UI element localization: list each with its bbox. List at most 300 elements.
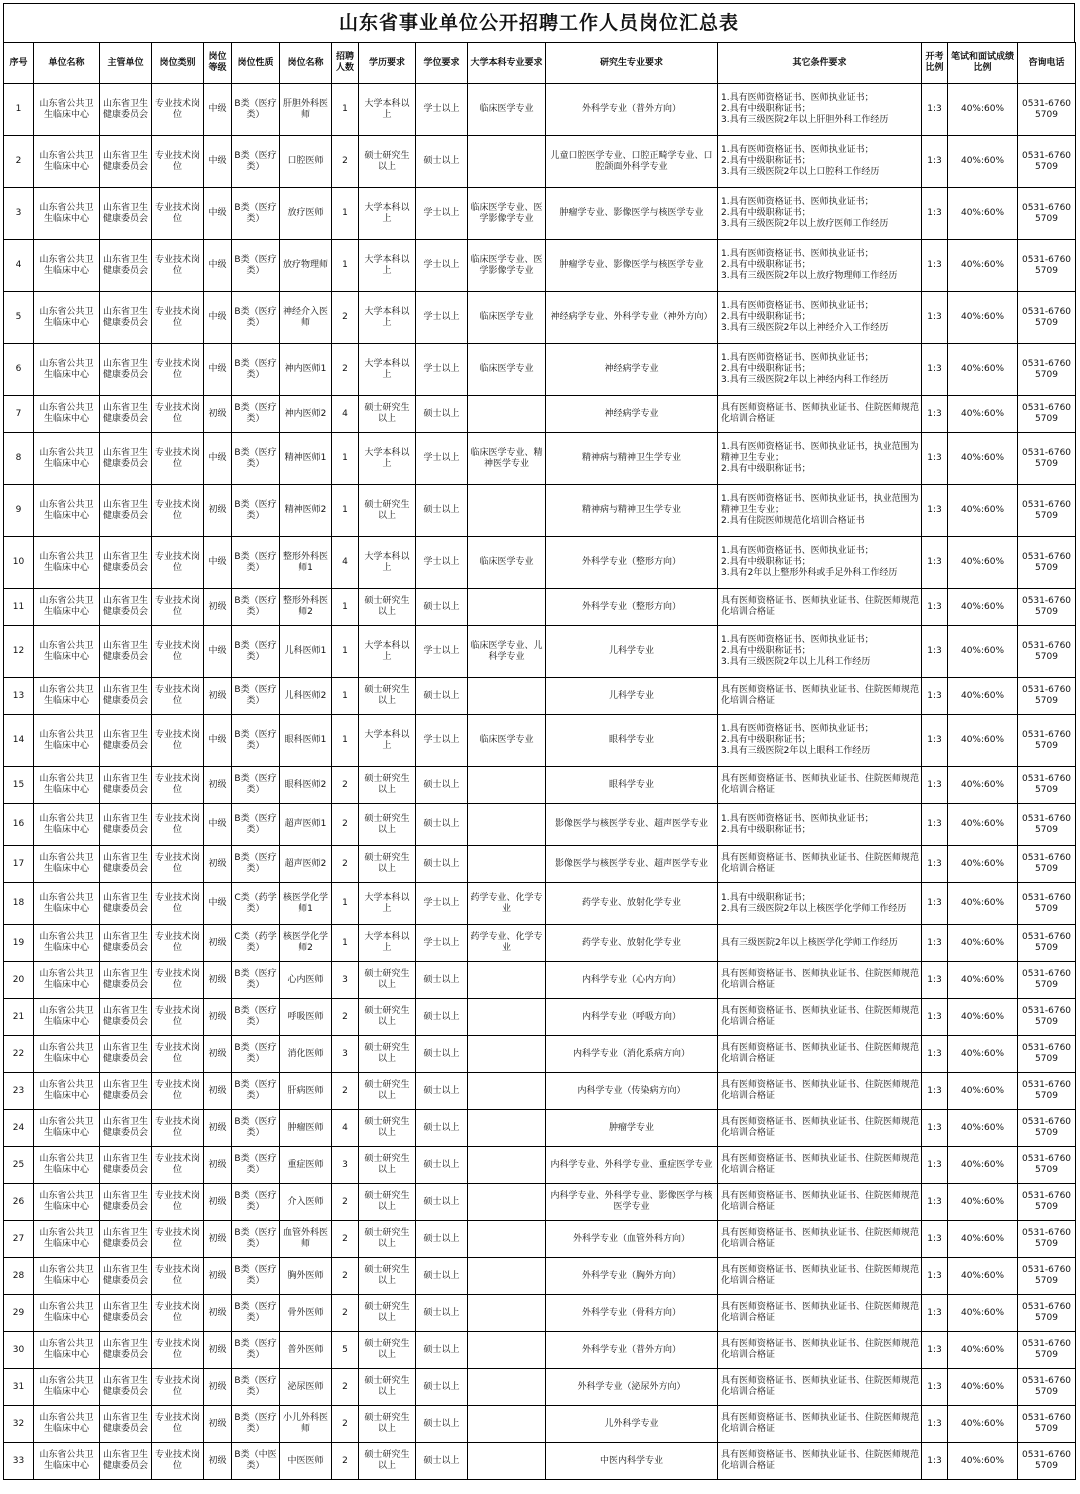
cell-ratio: 1:3 [922,962,948,999]
table-row [4,999,1076,1036]
cell-other: 具有医师资格证书、医师执业证书、住院医师规范化培训合格证 [718,1110,922,1147]
cell-no: 26 [4,1184,34,1221]
cell-post: 眼科医师2 [280,767,332,804]
cell-supervisor: 山东省卫生健康委员会 [100,1332,152,1369]
cell-count: 2 [332,1221,359,1258]
cell-edu: 硕士研究生以上 [359,589,416,626]
cell-weights: 40%:60% [948,84,1018,136]
column-header: 学位要求 [416,43,468,84]
cell-weights: 40%:60% [948,396,1018,433]
cell-pg: 外科学专业（整形方向） [546,537,718,589]
cell-nature: B类（医疗类） [232,1073,280,1110]
cell-nature: B类（医疗类） [232,1295,280,1332]
cell-category: 专业技术岗位 [152,1332,204,1369]
cell-category: 专业技术岗位 [152,962,204,999]
cell-supervisor: 山东省卫生健康委员会 [100,188,152,240]
cell-supervisor: 山东省卫生健康委员会 [100,925,152,962]
cell-weights: 40%:60% [948,485,1018,537]
cell-nature: B类（医疗类） [232,292,280,344]
cell-other: 具有医师资格证书、医师执业证书、住院医师规范化培训合格证 [718,1443,922,1480]
cell-category: 专业技术岗位 [152,1295,204,1332]
cell-post: 口腔医师 [280,136,332,188]
cell-ug [468,1073,546,1110]
cell-supervisor: 山东省卫生健康委员会 [100,1258,152,1295]
cell-post: 整形外科医师1 [280,537,332,589]
cell-no: 25 [4,1147,34,1184]
cell-category: 专业技术岗位 [152,292,204,344]
positions-table [3,42,1076,1480]
cell-count: 2 [332,767,359,804]
cell-degree: 硕士以上 [416,999,468,1036]
table-row [4,1147,1076,1184]
cell-degree: 硕士以上 [416,767,468,804]
cell-weights: 40%:60% [948,804,1018,846]
cell-unit: 山东省公共卫生临床中心 [34,292,100,344]
cell-degree: 硕士以上 [416,1443,468,1480]
table-row [4,1184,1076,1221]
cell-phone: 0531-67605709 [1018,136,1076,188]
cell-count: 3 [332,1036,359,1073]
cell-level: 初级 [204,1036,232,1073]
header-row [4,43,1076,84]
cell-unit: 山东省公共卫生临床中心 [34,537,100,589]
cell-supervisor: 山东省卫生健康委员会 [100,485,152,537]
cell-pg: 影像医学与核医学专业、超声医学专业 [546,804,718,846]
cell-phone: 0531-67605709 [1018,626,1076,678]
cell-unit: 山东省公共卫生临床中心 [34,846,100,883]
cell-edu: 大学本科以上 [359,84,416,136]
cell-other: 具有医师资格证书、医师执业证书、住院医师规范化培训合格证 [718,1369,922,1406]
cell-edu: 硕士研究生以上 [359,1332,416,1369]
cell-ug: 临床医学专业 [468,537,546,589]
cell-ug [468,136,546,188]
cell-no: 28 [4,1258,34,1295]
cell-nature: B类（医疗类） [232,1036,280,1073]
cell-degree: 学士以上 [416,292,468,344]
cell-degree: 硕士以上 [416,1110,468,1147]
cell-post: 神内医师2 [280,396,332,433]
cell-category: 专业技术岗位 [152,537,204,589]
cell-unit: 山东省公共卫生临床中心 [34,433,100,485]
cell-phone: 0531-67605709 [1018,1332,1076,1369]
cell-degree: 硕士以上 [416,1184,468,1221]
cell-ug [468,804,546,846]
cell-weights: 40%:60% [948,1369,1018,1406]
cell-level: 中级 [204,626,232,678]
cell-nature: B类（医疗类） [232,84,280,136]
cell-other: 具有医师资格证书、医师执业证书、住院医师规范化培训合格证 [718,1332,922,1369]
cell-ug: 临床医学专业、医学影像学专业 [468,240,546,292]
cell-level: 初级 [204,1369,232,1406]
cell-post: 核医学化学师2 [280,925,332,962]
column-header: 单位名称 [34,43,100,84]
cell-edu: 大学本科以上 [359,433,416,485]
cell-no: 23 [4,1073,34,1110]
cell-degree: 学士以上 [416,188,468,240]
cell-phone: 0531-67605709 [1018,846,1076,883]
cell-level: 初级 [204,678,232,715]
cell-edu: 大学本科以上 [359,925,416,962]
cell-supervisor: 山东省卫生健康委员会 [100,999,152,1036]
cell-phone: 0531-67605709 [1018,1184,1076,1221]
cell-supervisor: 山东省卫生健康委员会 [100,678,152,715]
cell-unit: 山东省公共卫生临床中心 [34,1073,100,1110]
cell-no: 7 [4,396,34,433]
cell-category: 专业技术岗位 [152,136,204,188]
cell-unit: 山东省公共卫生临床中心 [34,883,100,925]
cell-post: 心内医师 [280,962,332,999]
column-header: 岗位名称 [280,43,332,84]
cell-edu: 硕士研究生以上 [359,485,416,537]
cell-pg: 内科学专业、外科学专业、重症医学专业 [546,1147,718,1184]
cell-phone: 0531-67605709 [1018,292,1076,344]
cell-pg: 内科学专业（呼吸方向） [546,999,718,1036]
cell-nature: B类（医疗类） [232,626,280,678]
column-header: 大学本科专业要求 [468,43,546,84]
cell-pg: 外科学专业（泌尿外方向） [546,1369,718,1406]
cell-pg: 内科学专业（传染病方向） [546,1073,718,1110]
cell-nature: B类（医疗类） [232,1332,280,1369]
cell-post: 泌尿医师 [280,1369,332,1406]
cell-ratio: 1:3 [922,344,948,396]
cell-level: 初级 [204,767,232,804]
cell-other: 具有三级医院2年以上核医学化学师工作经历 [718,925,922,962]
cell-no: 21 [4,999,34,1036]
cell-count: 5 [332,1332,359,1369]
cell-edu: 硕士研究生以上 [359,136,416,188]
cell-category: 专业技术岗位 [152,485,204,537]
cell-ug [468,1295,546,1332]
cell-phone: 0531-67605709 [1018,1110,1076,1147]
cell-nature: B类（医疗类） [232,344,280,396]
cell-phone: 0531-67605709 [1018,485,1076,537]
cell-category: 专业技术岗位 [152,767,204,804]
cell-no: 15 [4,767,34,804]
cell-weights: 40%:60% [948,188,1018,240]
cell-other: 1.具有医师资格证书、医师执业证书； 2.具有中级职称证书； 3.具有三级医院2年以上神经介入工作经历 [718,292,922,344]
cell-supervisor: 山东省卫生健康委员会 [100,84,152,136]
cell-other: 具有医师资格证书、医师执业证书、住院医师规范化培训合格证 [718,1147,922,1184]
cell-post: 整形外科医师2 [280,589,332,626]
table-row [4,846,1076,883]
cell-level: 初级 [204,925,232,962]
cell-ug [468,962,546,999]
cell-unit: 山东省公共卫生临床中心 [34,1221,100,1258]
cell-unit: 山东省公共卫生临床中心 [34,240,100,292]
column-header: 招聘人数 [332,43,359,84]
cell-phone: 0531-67605709 [1018,84,1076,136]
cell-ug [468,1110,546,1147]
cell-unit: 山东省公共卫生临床中心 [34,344,100,396]
cell-other: 1.具有医师资格证书、医师执业证书； 2.具有中级职称证书； 3.具有2年以上整形外科或手足外科工作经历 [718,537,922,589]
cell-other: 1.具有医师资格证书、医师执业证书； 2.具有中级职称证书； 3.具有三级医院2年以上眼科工作经历 [718,715,922,767]
cell-post: 普外医师 [280,1332,332,1369]
cell-unit: 山东省公共卫生临床中心 [34,1147,100,1184]
cell-ratio: 1:3 [922,846,948,883]
column-header: 序号 [4,43,34,84]
cell-ratio: 1:3 [922,485,948,537]
cell-ratio: 1:3 [922,188,948,240]
cell-unit: 山东省公共卫生临床中心 [34,1184,100,1221]
cell-ratio: 1:3 [922,1258,948,1295]
cell-degree: 硕士以上 [416,1332,468,1369]
cell-ratio: 1:3 [922,804,948,846]
cell-phone: 0531-67605709 [1018,344,1076,396]
cell-category: 专业技术岗位 [152,344,204,396]
cell-supervisor: 山东省卫生健康委员会 [100,344,152,396]
cell-ratio: 1:3 [922,767,948,804]
cell-weights: 40%:60% [948,999,1018,1036]
cell-post: 神内医师1 [280,344,332,396]
cell-count: 1 [332,883,359,925]
cell-no: 19 [4,925,34,962]
cell-weights: 40%:60% [948,846,1018,883]
cell-unit: 山东省公共卫生临床中心 [34,485,100,537]
cell-phone: 0531-67605709 [1018,962,1076,999]
cell-ug [468,1443,546,1480]
cell-category: 专业技术岗位 [152,1443,204,1480]
cell-category: 专业技术岗位 [152,715,204,767]
cell-phone: 0531-67605709 [1018,240,1076,292]
cell-no: 9 [4,485,34,537]
cell-no: 1 [4,84,34,136]
cell-weights: 40%:60% [948,1073,1018,1110]
cell-level: 中级 [204,804,232,846]
cell-category: 专业技术岗位 [152,589,204,626]
cell-nature: B类（医疗类） [232,1406,280,1443]
cell-nature: B类（医疗类） [232,1369,280,1406]
cell-pg: 肿瘤学专业 [546,1110,718,1147]
cell-pg: 外科学专业（血管外科方向） [546,1221,718,1258]
cell-unit: 山东省公共卫生临床中心 [34,1406,100,1443]
cell-weights: 40%:60% [948,1110,1018,1147]
cell-degree: 学士以上 [416,883,468,925]
cell-ug [468,396,546,433]
cell-ratio: 1:3 [922,396,948,433]
cell-ug [468,1036,546,1073]
cell-weights: 40%:60% [948,925,1018,962]
cell-no: 12 [4,626,34,678]
cell-nature: B类（医疗类） [232,589,280,626]
cell-phone: 0531-67605709 [1018,188,1076,240]
cell-count: 4 [332,396,359,433]
cell-category: 专业技术岗位 [152,678,204,715]
cell-count: 1 [332,626,359,678]
cell-unit: 山东省公共卫生临床中心 [34,1443,100,1480]
cell-count: 2 [332,1184,359,1221]
cell-edu: 硕士研究生以上 [359,1110,416,1147]
cell-pg: 外科学专业（骨科方向） [546,1295,718,1332]
cell-other: 具有医师资格证书、医师执业证书、住院医师规范化培训合格证 [718,846,922,883]
cell-nature: B类（医疗类） [232,537,280,589]
cell-other: 具有医师资格证书、医师执业证书、住院医师规范化培训合格证 [718,767,922,804]
cell-nature: B类（医疗类） [232,1221,280,1258]
cell-pg: 影像医学与核医学专业、超声医学专业 [546,846,718,883]
cell-ug: 临床医学专业、医学影像学专业 [468,188,546,240]
cell-phone: 0531-67605709 [1018,1036,1076,1073]
cell-ratio: 1:3 [922,1073,948,1110]
cell-category: 专业技术岗位 [152,999,204,1036]
cell-other: 1.具有医师资格证书、医师执业证书，执业范围为精神卫生专业； 2.具有中级职称证书； [718,433,922,485]
cell-edu: 大学本科以上 [359,715,416,767]
table-row [4,1036,1076,1073]
cell-level: 中级 [204,84,232,136]
table-row [4,1406,1076,1443]
cell-other: 具有医师资格证书、医师执业证书、住院医师规范化培训合格证 [718,962,922,999]
cell-ug [468,1332,546,1369]
cell-ug: 药学专业、化学专业 [468,883,546,925]
cell-pg: 肿瘤学专业、影像医学与核医学专业 [546,240,718,292]
cell-nature: C类（药学类） [232,883,280,925]
cell-pg: 神经病学专业 [546,396,718,433]
column-header: 笔试和面试成绩比例 [948,43,1018,84]
cell-count: 3 [332,962,359,999]
cell-phone: 0531-67605709 [1018,1443,1076,1480]
cell-nature: B类（医疗类） [232,767,280,804]
cell-weights: 40%:60% [948,589,1018,626]
cell-other: 1.具有医师资格证书、医师执业证书； 2.具有中级职称证书； 3.具有三级医院2年以上儿科工作经历 [718,626,922,678]
cell-ratio: 1:3 [922,1295,948,1332]
cell-edu: 硕士研究生以上 [359,1258,416,1295]
cell-post: 骨外医师 [280,1295,332,1332]
cell-category: 专业技术岗位 [152,188,204,240]
cell-edu: 硕士研究生以上 [359,1221,416,1258]
cell-post: 肿瘤医师 [280,1110,332,1147]
cell-no: 17 [4,846,34,883]
cell-phone: 0531-67605709 [1018,715,1076,767]
cell-post: 血管外科医师 [280,1221,332,1258]
cell-count: 2 [332,1073,359,1110]
cell-ug [468,1406,546,1443]
cell-supervisor: 山东省卫生健康委员会 [100,240,152,292]
cell-ratio: 1:3 [922,1147,948,1184]
cell-supervisor: 山东省卫生健康委员会 [100,136,152,188]
cell-level: 初级 [204,1406,232,1443]
cell-unit: 山东省公共卫生临床中心 [34,767,100,804]
cell-ratio: 1:3 [922,626,948,678]
cell-nature: B类（医疗类） [232,485,280,537]
table-row [4,1073,1076,1110]
cell-phone: 0531-67605709 [1018,1221,1076,1258]
cell-no: 32 [4,1406,34,1443]
table-row [4,240,1076,292]
cell-level: 初级 [204,999,232,1036]
cell-supervisor: 山东省卫生健康委员会 [100,537,152,589]
cell-other: 具有医师资格证书、医师执业证书、住院医师规范化培训合格证 [718,1258,922,1295]
cell-weights: 40%:60% [948,1406,1018,1443]
cell-degree: 学士以上 [416,537,468,589]
cell-weights: 40%:60% [948,344,1018,396]
cell-weights: 40%:60% [948,678,1018,715]
cell-no: 18 [4,883,34,925]
cell-edu: 大学本科以上 [359,240,416,292]
cell-pg: 儿科学专业 [546,626,718,678]
cell-category: 专业技术岗位 [152,1147,204,1184]
cell-phone: 0531-67605709 [1018,999,1076,1036]
column-header: 其它条件要求 [718,43,922,84]
cell-level: 初级 [204,1332,232,1369]
cell-count: 2 [332,1295,359,1332]
cell-supervisor: 山东省卫生健康委员会 [100,715,152,767]
cell-other: 具有医师资格证书、医师执业证书、住院医师规范化培训合格证 [718,1036,922,1073]
cell-degree: 学士以上 [416,715,468,767]
cell-ratio: 1:3 [922,240,948,292]
table-row [4,1258,1076,1295]
cell-count: 1 [332,84,359,136]
cell-ratio: 1:3 [922,999,948,1036]
cell-count: 2 [332,999,359,1036]
cell-post: 超声医师1 [280,804,332,846]
cell-pg: 儿外科学专业 [546,1406,718,1443]
cell-category: 专业技术岗位 [152,925,204,962]
cell-ug [468,1221,546,1258]
cell-count: 3 [332,1147,359,1184]
cell-degree: 硕士以上 [416,962,468,999]
cell-ug [468,1369,546,1406]
cell-no: 14 [4,715,34,767]
cell-no: 24 [4,1110,34,1147]
cell-category: 专业技术岗位 [152,396,204,433]
cell-supervisor: 山东省卫生健康委员会 [100,1110,152,1147]
cell-unit: 山东省公共卫生临床中心 [34,188,100,240]
cell-post: 肝胆外科医师 [280,84,332,136]
cell-supervisor: 山东省卫生健康委员会 [100,1036,152,1073]
cell-edu: 硕士研究生以上 [359,962,416,999]
cell-degree: 硕士以上 [416,1221,468,1258]
cell-count: 1 [332,433,359,485]
table-body [4,84,1076,1480]
cell-post: 消化医师 [280,1036,332,1073]
cell-post: 精神医师2 [280,485,332,537]
cell-category: 专业技术岗位 [152,846,204,883]
cell-level: 中级 [204,537,232,589]
cell-category: 专业技术岗位 [152,1036,204,1073]
cell-nature: B类（医疗类） [232,396,280,433]
cell-weights: 40%:60% [948,1184,1018,1221]
cell-category: 专业技术岗位 [152,1221,204,1258]
cell-edu: 硕士研究生以上 [359,1369,416,1406]
table-row [4,1332,1076,1369]
cell-other: 1.具有医师资格证书、医师执业证书，执业范围为精神卫生专业； 2.具有住院医师规范化培训合格证书 [718,485,922,537]
cell-weights: 40%:60% [948,240,1018,292]
cell-phone: 0531-67605709 [1018,804,1076,846]
cell-post: 介入医师 [280,1184,332,1221]
cell-unit: 山东省公共卫生临床中心 [34,396,100,433]
cell-level: 初级 [204,396,232,433]
cell-ratio: 1:3 [922,883,948,925]
cell-level: 中级 [204,240,232,292]
cell-no: 20 [4,962,34,999]
cell-no: 10 [4,537,34,589]
cell-phone: 0531-67605709 [1018,1295,1076,1332]
column-header: 主管单位 [100,43,152,84]
cell-other: 具有医师资格证书、医师执业证书、住院医师规范化培训合格证 [718,678,922,715]
cell-post: 肝病医师 [280,1073,332,1110]
cell-nature: B类（中医类） [232,1443,280,1480]
table-row [4,962,1076,999]
cell-edu: 大学本科以上 [359,292,416,344]
cell-other: 1.具有医师资格证书、医师执业证书； 2.具有中级职称证书； 3.具有三级医院2年以上放疗医师工作经历 [718,188,922,240]
cell-ratio: 1:3 [922,715,948,767]
cell-degree: 硕士以上 [416,396,468,433]
cell-degree: 硕士以上 [416,1295,468,1332]
table-row [4,537,1076,589]
cell-ratio: 1:3 [922,925,948,962]
cell-pg: 肿瘤学专业、影像医学与核医学专业 [546,188,718,240]
cell-ug: 临床医学专业 [468,344,546,396]
cell-category: 专业技术岗位 [152,1184,204,1221]
cell-nature: C类（药学类） [232,925,280,962]
